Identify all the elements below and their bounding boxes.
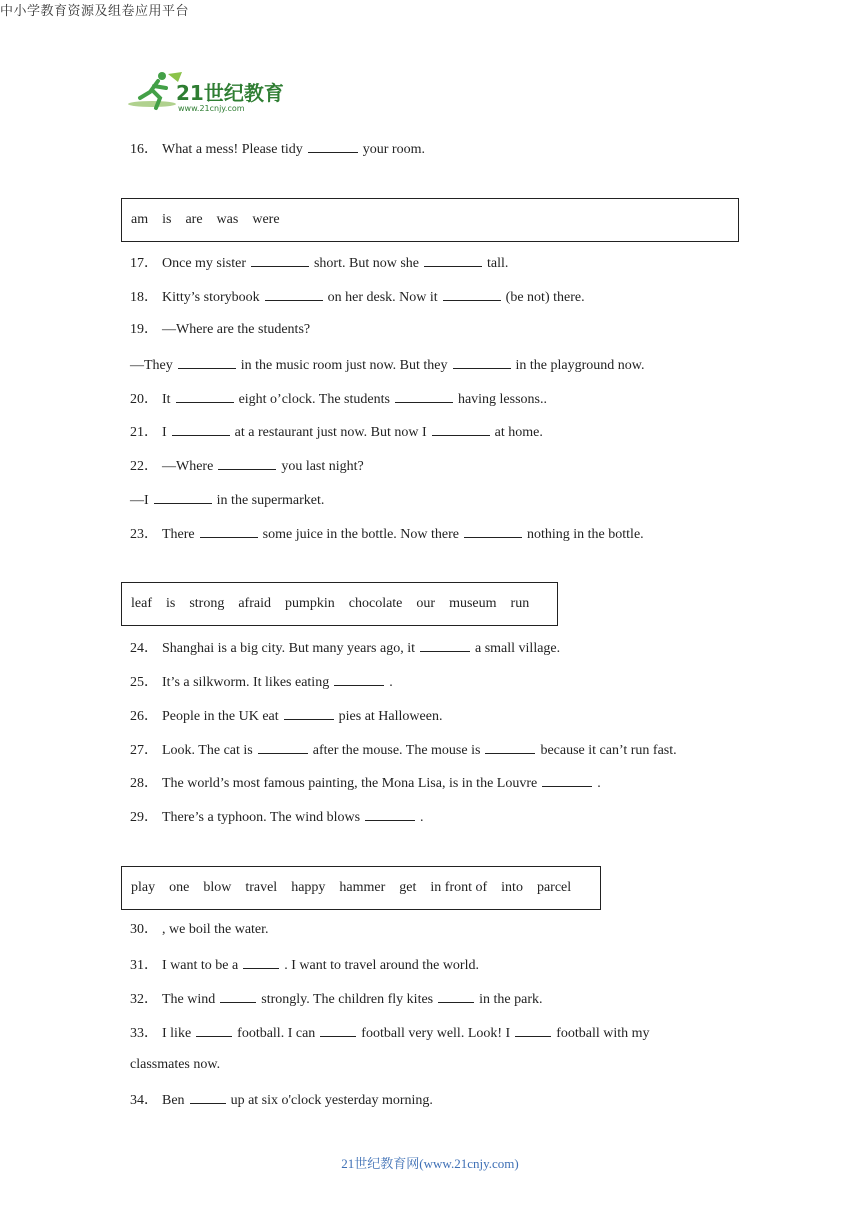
answer-blank[interactable] — [200, 523, 258, 538]
word-option: one — [169, 880, 190, 895]
answer-blank[interactable] — [196, 1022, 232, 1037]
question-text: at a restaurant just now. But now I — [234, 425, 427, 440]
question-34 — [130, 1089, 433, 1111]
answer-blank[interactable] — [443, 286, 501, 301]
question-number: 26． — [130, 709, 158, 724]
question-number: 34． — [130, 1093, 158, 1108]
question-text: tall. — [486, 256, 509, 271]
question-text: The world’s most famous painting, the Mona Lisa, is in the Louvre — [162, 776, 538, 791]
word-option: was — [216, 212, 239, 227]
question-text: It — [162, 392, 171, 407]
question-number: 32． — [130, 992, 158, 1007]
question-number: 23． — [130, 527, 158, 542]
answer-blank[interactable] — [515, 1022, 551, 1037]
word-option: our — [416, 596, 436, 611]
word-option: museum — [449, 596, 497, 611]
answer-blank[interactable] — [464, 523, 522, 538]
question-text: after the mouse. The mouse is — [312, 743, 481, 758]
question-33 — [130, 1022, 650, 1044]
question-text: at home. — [494, 425, 543, 440]
question-number: 21． — [130, 425, 158, 440]
question-number: 31． — [130, 958, 158, 973]
answer-blank[interactable] — [424, 252, 482, 267]
question-text: Look. The cat is — [162, 743, 253, 758]
question-number: 33． — [130, 1026, 158, 1041]
question-number: 17． — [130, 256, 158, 271]
word-box-3 — [121, 866, 601, 910]
question-text: in the park. — [479, 992, 543, 1007]
question-text: I like — [162, 1026, 192, 1041]
answer-blank[interactable] — [395, 388, 453, 403]
question-22 — [130, 455, 364, 477]
question-number: 19． — [130, 322, 158, 337]
answer-blank[interactable] — [258, 739, 308, 754]
question-31 — [130, 954, 479, 976]
question-text: , we boil the water. — [162, 922, 269, 937]
word-option: am — [131, 212, 149, 227]
question-text: because it can’t run fast. — [540, 743, 677, 758]
word-option: get — [399, 880, 417, 895]
question-number: 20． — [130, 392, 158, 407]
platform-title: 中小学教育资源及组卷应用平台 — [0, 4, 190, 19]
question-text: Ben — [162, 1093, 185, 1108]
question-30 — [130, 920, 269, 940]
answer-blank[interactable] — [190, 1089, 226, 1104]
question-number: 27． — [130, 743, 158, 758]
question-28 — [130, 772, 601, 794]
question-26 — [130, 705, 442, 727]
question-text: on her desk. Now it — [327, 290, 438, 305]
word-box-2 — [121, 582, 558, 626]
question-text: you last night? — [281, 459, 364, 474]
question-text: pies at Halloween. — [338, 709, 443, 724]
word-option: afraid — [238, 596, 271, 611]
question-text: People in the UK eat — [162, 709, 279, 724]
question-text: some juice in the bottle. Now there — [262, 527, 459, 542]
question-number: 18． — [130, 290, 158, 305]
question-text: —Where are the students? — [162, 322, 311, 337]
question-24 — [130, 637, 560, 659]
word-option: is — [165, 596, 176, 611]
question-25 — [130, 671, 393, 693]
question-20 — [130, 388, 547, 410]
question-23 — [130, 523, 644, 545]
question-number: 24． — [130, 641, 158, 656]
question-text: —They — [130, 358, 173, 373]
footer-text: 21世纪教育网(www.21cnjy.com) — [341, 1156, 519, 1171]
question-text: in the playground now. — [515, 358, 645, 373]
word-box-1 — [121, 198, 739, 242]
question-text: . — [389, 675, 393, 690]
word-option: strong — [189, 596, 225, 611]
logo-url: www.21cnjy.com — [178, 104, 245, 113]
question-text: —I — [130, 493, 149, 508]
question-16 — [130, 138, 425, 160]
question-text: up at six o'clock yesterday morning. — [230, 1093, 433, 1108]
word-option: run — [510, 596, 530, 611]
word-option: are — [185, 212, 203, 227]
answer-blank[interactable] — [453, 354, 511, 369]
question-text: football with my — [556, 1026, 650, 1041]
question-text: . — [597, 776, 601, 791]
question-text: Shanghai is a big city. But many years ago, it — [162, 641, 415, 656]
question-text: in the supermarket. — [216, 493, 325, 508]
question-text: I want to be a — [162, 958, 239, 973]
answer-blank[interactable] — [320, 1022, 356, 1037]
answer-blank[interactable] — [485, 739, 535, 754]
question-text: It’s a silkworm. It likes eating — [162, 675, 330, 690]
word-option: parcel — [536, 880, 572, 895]
answer-blank[interactable] — [432, 421, 490, 436]
answer-blank[interactable] — [243, 954, 279, 969]
question-19-answer — [130, 354, 644, 376]
question-text: eight o’clock. The students — [238, 392, 390, 407]
question-text: . I want to travel around the world. — [284, 958, 479, 973]
answer-blank[interactable] — [420, 637, 470, 652]
word-option: leaf — [131, 596, 152, 611]
word-option: chocolate — [348, 596, 403, 611]
question-text: There — [162, 527, 195, 542]
word-option: hammer — [339, 880, 386, 895]
answer-blank[interactable] — [178, 354, 236, 369]
question-text: having lessons.. — [457, 392, 547, 407]
answer-blank[interactable] — [542, 772, 592, 787]
question-19 — [130, 320, 310, 340]
question-text: Kitty’s storybook — [162, 290, 260, 305]
question-number: 22． — [130, 459, 158, 474]
answer-blank[interactable] — [154, 489, 212, 504]
question-32 — [130, 988, 543, 1010]
question-18 — [130, 286, 585, 308]
logo-text: 21世纪教育 — [176, 81, 284, 105]
answer-blank[interactable] — [365, 806, 415, 821]
question-text: strongly. The children fly kites — [261, 992, 434, 1007]
answer-blank[interactable] — [176, 388, 234, 403]
question-number: 25． — [130, 675, 158, 690]
word-option: travel — [245, 880, 278, 895]
question-text: short. But now she — [313, 256, 419, 271]
word-option: is — [162, 212, 172, 227]
answer-blank[interactable] — [308, 138, 358, 153]
word-option: into — [501, 880, 523, 895]
answer-blank[interactable] — [438, 988, 474, 1003]
site-logo — [122, 68, 292, 114]
question-text: a small village. — [475, 641, 561, 656]
question-text: There’s a typhoon. The wind blows — [162, 810, 361, 825]
question-text: nothing in the bottle. — [527, 527, 644, 542]
question-33-cont — [130, 1055, 220, 1075]
word-option: blow — [203, 880, 232, 895]
question-number: 30． — [130, 922, 158, 937]
question-27 — [130, 739, 677, 761]
question-text: football very well. Look! I — [361, 1026, 511, 1041]
question-22-answer — [130, 489, 324, 511]
answer-blank[interactable] — [334, 671, 384, 686]
word-option: play — [131, 880, 156, 895]
answer-blank[interactable] — [251, 252, 309, 267]
question-text: football. I can — [237, 1026, 316, 1041]
answer-blank[interactable] — [172, 421, 230, 436]
question-text: —Where — [162, 459, 214, 474]
question-text: I — [162, 425, 167, 440]
question-text: your room. — [362, 142, 425, 157]
question-number: 29． — [130, 810, 158, 825]
question-number: 28． — [130, 776, 158, 791]
question-text: in the music room just now. But they — [240, 358, 448, 373]
question-21 — [130, 421, 543, 443]
question-text: classmates now. — [130, 1057, 221, 1072]
question-text: The wind — [162, 992, 216, 1007]
answer-blank[interactable] — [265, 286, 323, 301]
word-option: were — [252, 212, 280, 227]
question-text: What a mess! Please tidy — [162, 142, 303, 157]
question-text: (be not) there. — [505, 290, 585, 305]
question-number: 16． — [130, 142, 158, 157]
question-text: . — [420, 810, 424, 825]
answer-blank[interactable] — [284, 705, 334, 720]
word-option: pumpkin — [284, 596, 335, 611]
answer-blank[interactable] — [218, 455, 276, 470]
word-option: happy — [291, 880, 326, 895]
question-17 — [130, 252, 508, 274]
question-29 — [130, 806, 424, 828]
question-text: Once my sister — [162, 256, 246, 271]
answer-blank[interactable] — [220, 988, 256, 1003]
word-option: in front of — [430, 880, 488, 895]
